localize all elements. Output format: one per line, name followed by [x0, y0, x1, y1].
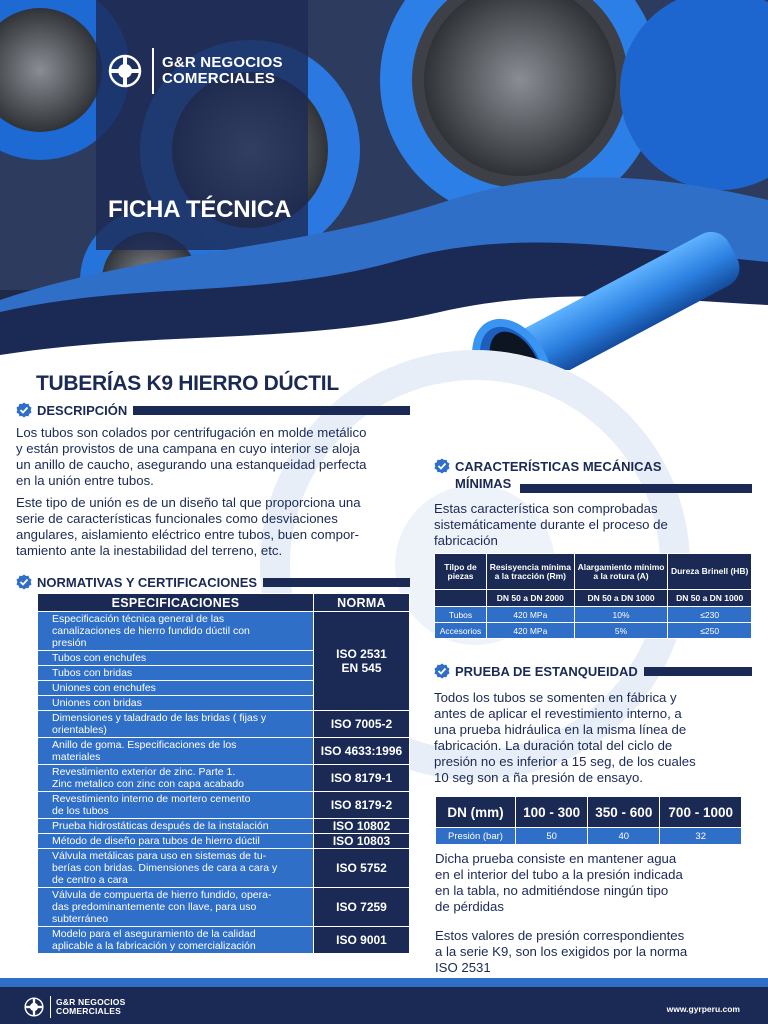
spec-cell: Tubos con enchufes — [38, 651, 314, 666]
table-row — [38, 888, 410, 927]
section-heading-estanqueidad: PRUEBA DE ESTANQUEIDAD — [434, 663, 752, 679]
estanqueidad-paragraph-2: Dicha prueba consiste en mantener agua en el interior del tubo a la presión indicada en la tabla, no admitiéndose ningún tipo de pérdidas — [435, 851, 683, 914]
column-header: Dureza Brinell (HB) — [668, 554, 752, 590]
norm-cell: ISO 10803 — [314, 834, 410, 849]
spec-cell: Uniones con enchufes — [38, 681, 314, 696]
table-row — [38, 834, 410, 849]
section-rule — [520, 484, 752, 493]
table-header-row — [435, 554, 752, 590]
table-row — [38, 612, 410, 651]
spec-cell: Prueba hidrostáticas después de la instalación — [38, 819, 314, 834]
norm-cell: ISO 8179-2 — [314, 792, 410, 819]
spec-cell: Especificación técnica general de las canalizaciones de hierro fundido dúctil con presión — [38, 612, 314, 651]
column-header: Resisyencia mínima a la tracción (Rm) — [487, 554, 575, 590]
norm-cell: ISO 4633:1996 — [314, 738, 410, 765]
table-header-row: DN (mm) 100 - 300 350 - 600 700 - 1000 — [436, 797, 742, 828]
spec-cell: Método de diseño para tubos de hierro dúctil — [38, 834, 314, 849]
norm-cell: ISO 2531 EN 545 — [314, 612, 410, 711]
checkmark-badge-icon — [434, 663, 450, 679]
descripcion-paragraph-2: Este tipo de unión es de un diseño tal que proporciona una serie de características funcionales como desviaciones angulares, aislamiento eléctrico entre tubos, buen compor- tamiento ante la inestabilidad del terreno, etc. — [16, 495, 361, 558]
table-row — [38, 738, 410, 765]
table-row — [38, 819, 410, 834]
checkmark-badge-icon — [16, 574, 32, 590]
table-row: Accesorios 420 MPa 5% ≤250 — [435, 623, 752, 639]
column-subheader: DN 50 a DN 2000 — [487, 590, 575, 607]
norm-cell: ISO 9001 — [314, 927, 410, 954]
table-row — [38, 849, 410, 888]
norm-cell: ISO 8179-1 — [314, 765, 410, 792]
column-header: Tilpo de piezas — [435, 554, 487, 590]
spec-cell: Anillo de goma. Especificaciones de los materiales — [38, 738, 314, 765]
brand-mark-icon — [24, 997, 44, 1017]
table-row — [38, 711, 410, 738]
spec-cell: Tubos con bridas — [38, 666, 314, 681]
footer-brand-name: G&R NEGOCIOS COMERCIALES — [56, 997, 126, 1016]
hero-title: FICHA TÉCNICA — [108, 196, 292, 223]
estanqueidad-intro: Todos los tubos se somenten en fábrica y antes de aplicar el revestimiento interno, a una prueba hidráulica en la misma línea de fabricación. La duración total del ciclo de presión no es inferior a 15 seg, de los cuales 10 seg son a ña presión de ensayo. — [434, 690, 696, 785]
logo-divider — [152, 48, 154, 94]
section-heading-mecanicas: CARACTERÍSTICAS MECÁNICAS MÍNIMAS — [434, 458, 752, 492]
spec-cell: Uniones con bridas — [38, 696, 314, 711]
table-row: Presión (bar) 50 40 32 — [436, 828, 742, 845]
brand-logo[interactable] — [108, 48, 283, 94]
spec-cell: Válvula de compuerta de hierro fundido, opera- das predominantemente con llave, para uso subterráneo — [38, 888, 314, 927]
section-heading-normativas: NORMATIVAS Y CERTIFICACIONES — [16, 574, 410, 590]
norm-cell: ISO 5752 — [314, 849, 410, 888]
spec-cell: Revestimiento interno de mortero cemento de los tubos — [38, 792, 314, 819]
page-title: TUBERÍAS K9 HIERRO DÚCTIL — [36, 372, 339, 395]
mechanical-properties-table — [434, 553, 752, 639]
checkmark-badge-icon — [16, 402, 32, 418]
table-row — [38, 792, 410, 819]
table-row: Tubos 420 MPa 10% ≤230 — [435, 607, 752, 623]
footer — [0, 978, 768, 1024]
footer-website-link[interactable]: www.gyrperu.com — [666, 1004, 740, 1014]
spec-cell: Revestimiento exterior de zinc. Parte 1. Zinc metalico con zinc con capa acabado — [38, 765, 314, 792]
norm-cell: ISO 7005-2 — [314, 711, 410, 738]
table-row — [38, 927, 410, 954]
normativas-table — [37, 593, 410, 954]
mecanicas-intro: Estas característica son comprobadas sistemáticamente durante el proceso de fabricación — [434, 501, 668, 548]
descripcion-paragraph-1: Los tubos son colados por centrifugación en molde metálico y están provistos de una campana en cuyo interior se aloja un anillo de caucho, asegurando una estanqueidad perfecta en la unión entre tubos. — [16, 425, 367, 488]
section-heading-descripcion: DESCRIPCIÓN — [16, 402, 410, 418]
checkmark-badge-icon — [434, 458, 450, 474]
table-subheader-row — [435, 590, 752, 607]
spec-cell: Modelo para el aseguramiento de la calidad aplicable a la fabricación y comercialización — [38, 927, 314, 954]
column-subheader: DN 50 a DN 1000 — [574, 590, 668, 607]
spec-cell: Válvula metálicas para uso en sistemas de tu- berías con bridas. Dimensiones de cara a cara y de centro a cara — [38, 849, 314, 888]
spec-cell: Dimensiones y taladrado de las bridas ( fijas y orientables) — [38, 711, 314, 738]
column-header: Alargamiento mínimo a la rotura (A) — [574, 554, 668, 590]
estanqueidad-paragraph-3: Estos valores de presión correspondientes a la serie K9, son los exigidos por la norma ISO 2531 — [435, 928, 688, 975]
column-header-norma: NORMA — [314, 594, 410, 612]
brand-mark-icon — [108, 54, 142, 88]
norm-cell: ISO 10802 — [314, 819, 410, 834]
brand-name: G&R NEGOCIOS COMERCIALES — [162, 54, 283, 87]
column-header-especificaciones: ESPECIFICACIONES — [38, 594, 314, 612]
norm-cell: ISO 7259 — [314, 888, 410, 927]
footer-logo[interactable] — [24, 996, 125, 1018]
pressure-test-table — [435, 796, 742, 845]
column-subheader: DN 50 a DN 1000 — [668, 590, 752, 607]
table-row — [38, 765, 410, 792]
